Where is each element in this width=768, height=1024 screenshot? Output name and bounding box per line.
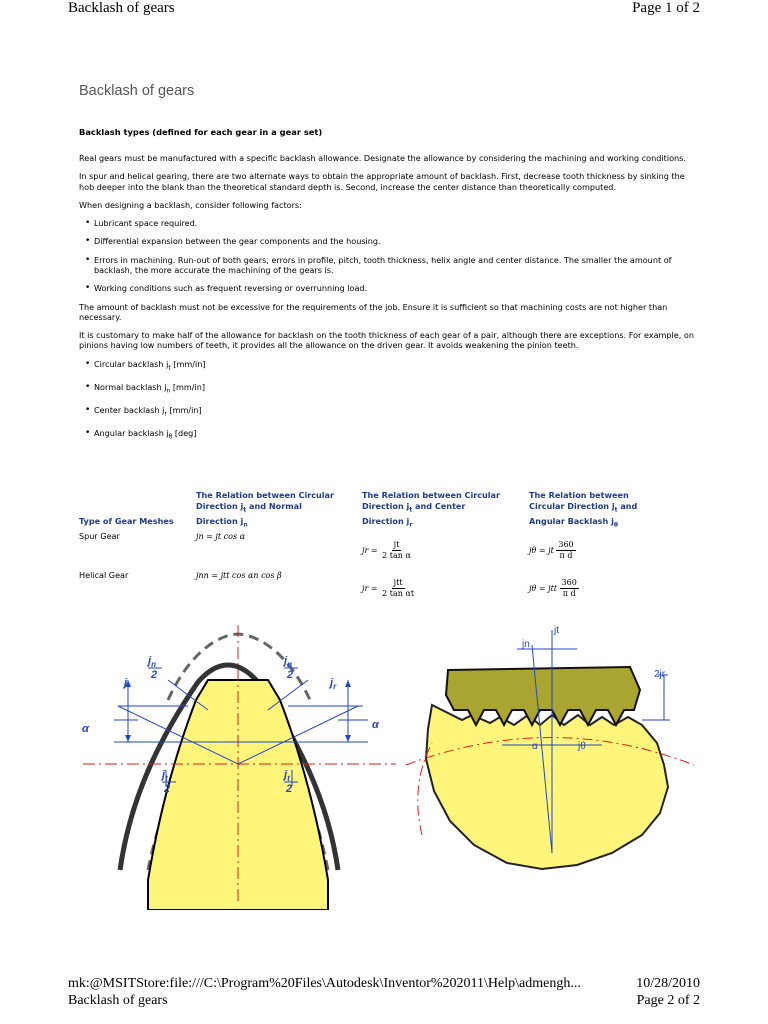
paragraph-allowance: Real gears must be manufactured with a specific backlash allowance. Designate the allowance by considering the machining and working conditions. xyxy=(79,153,686,164)
formula-spur-angular: jθ = jt $\frac{360}{\text{π d}}$ xyxy=(529,540,574,560)
label-jr-left: $j_r$ xyxy=(124,677,131,691)
print-footer xyxy=(68,976,700,992)
list-item: • Differential expansion between the gear components and the housing. xyxy=(94,236,694,246)
page-title: Backlash of gears xyxy=(79,83,195,99)
table-header-mesh-type: Type of Gear Meshes xyxy=(79,516,174,526)
label-jt: jt xyxy=(554,625,559,636)
label-alpha: α xyxy=(532,741,538,752)
label-alpha-left: α xyxy=(82,723,89,735)
table-header-angular: The Relation between Circular Direction $j_t$ and Angular Backlash $j_\theta$ xyxy=(529,490,638,529)
paragraph-factors-intro: When designing a backlash, consider following factors: xyxy=(79,199,302,210)
list-item: • Normal backlash $j_n$ [mm/in] xyxy=(94,382,694,397)
label-jr-right: $j_r$ xyxy=(330,677,337,691)
list-item: • Angular backlash $j_\theta$ [deg] xyxy=(94,428,694,443)
list-item: • Center backlash $j_r$ [mm/in] xyxy=(94,405,694,420)
table-header-normal: The Relation between Circular Direction $j_t$ and Normal Direction $j_n$ xyxy=(196,490,335,529)
svg-text:2: 2 xyxy=(287,669,294,681)
backlash-types-list xyxy=(79,359,694,443)
next-page-header xyxy=(68,993,700,1009)
row-label-helical: Helical Gear xyxy=(79,570,129,580)
table-header-center: The Relation between Circular Direction $j_t$ and Center Direction $j_r$ xyxy=(362,490,501,529)
label-jt-left: $j_t$ xyxy=(162,769,168,783)
label-jn-right: $j_n$ xyxy=(284,655,292,669)
svg-text:2: 2 xyxy=(164,783,171,795)
print-header-page: Page 1 of 2 xyxy=(632,0,700,16)
print-header-title: Backlash of gears xyxy=(68,0,175,16)
list-item: • Circular backlash $j_t$ [mm/in] xyxy=(94,359,694,374)
label-jn-left: $j_n$ xyxy=(148,655,156,669)
formula-helical-normal: jnn = jtt cos αn cos β xyxy=(196,571,282,580)
paragraph-customary: It is customary to make half of the allowance for backlash on the tooth thickness of each gear of a pair, although there are exceptions. For example, on pinions having low numbers of teeth, it provides all the allowance on the driven gear. It avoids weakening the pinion teeth. xyxy=(79,330,695,351)
label-jn: jn xyxy=(522,639,530,650)
print-header xyxy=(68,0,700,17)
footer-date: 10/28/2010 xyxy=(636,976,700,991)
row-label-spur: Spur Gear xyxy=(79,531,120,541)
next-page-number: Page 2 of 2 xyxy=(636,993,700,1008)
section-heading: Backlash types (defined for each gear in a gear set) xyxy=(79,127,323,137)
list-item: • Lubricant space required. xyxy=(94,218,694,228)
rack-gear-diagram xyxy=(402,625,698,875)
paragraph-methods: In spur and helical gearing, there are two alternate ways to obtain the appropriate amount of backlash. First, decrease tooth thickness by sinking the hob deeper into the blank than the theoretical standard depth is. Second, increase the center distance than theoretically computed. xyxy=(79,171,685,192)
list-item: • Errors in machining. Run-out of both gears, errors in profile, pitch, tooth thickness, helix angle and center distance. The smaller the amount of backlash, the more accurate the machining of the gears is. xyxy=(94,255,694,275)
rack xyxy=(446,667,640,725)
gear-body xyxy=(426,705,668,869)
label-jtheta: jθ xyxy=(578,741,586,752)
formula-spur-normal: jn = jt cos α xyxy=(196,532,246,541)
tooth-backlash-diagram xyxy=(78,620,400,910)
svg-text:2: 2 xyxy=(286,783,293,795)
next-page-title: Backlash of gears xyxy=(68,993,168,1008)
footer-path: mk:@MSITStore:file:///C:\Program%20Files\Autodesk\Inventor%202011\Help\admengh... xyxy=(68,976,581,991)
list-item: • Working conditions such as frequent reversing or overrunning load. xyxy=(94,283,694,293)
formula-spur-center: jr = $\frac{jt}{\text{2 tan α}}$ xyxy=(362,540,411,560)
label-2jr: 2jr xyxy=(654,669,666,680)
factors-list xyxy=(79,218,694,294)
formula-helical-center: jr = $\frac{\text{jtt}}{\text{2 tan αt}}$ xyxy=(362,578,415,598)
document-body xyxy=(79,127,694,451)
label-jt-right: $j_t$ xyxy=(284,769,290,783)
formula-helical-angular: jθ = jtt $\frac{360}{\text{π d}}$ xyxy=(529,578,577,598)
label-alpha-right: α xyxy=(372,719,379,731)
svg-text:2: 2 xyxy=(151,669,158,681)
paragraph-excessive: The amount of backlash must not be excessive for the requirements of the job. Ensure it is sufficient so that machining costs are not higher than necessary. xyxy=(79,301,668,322)
